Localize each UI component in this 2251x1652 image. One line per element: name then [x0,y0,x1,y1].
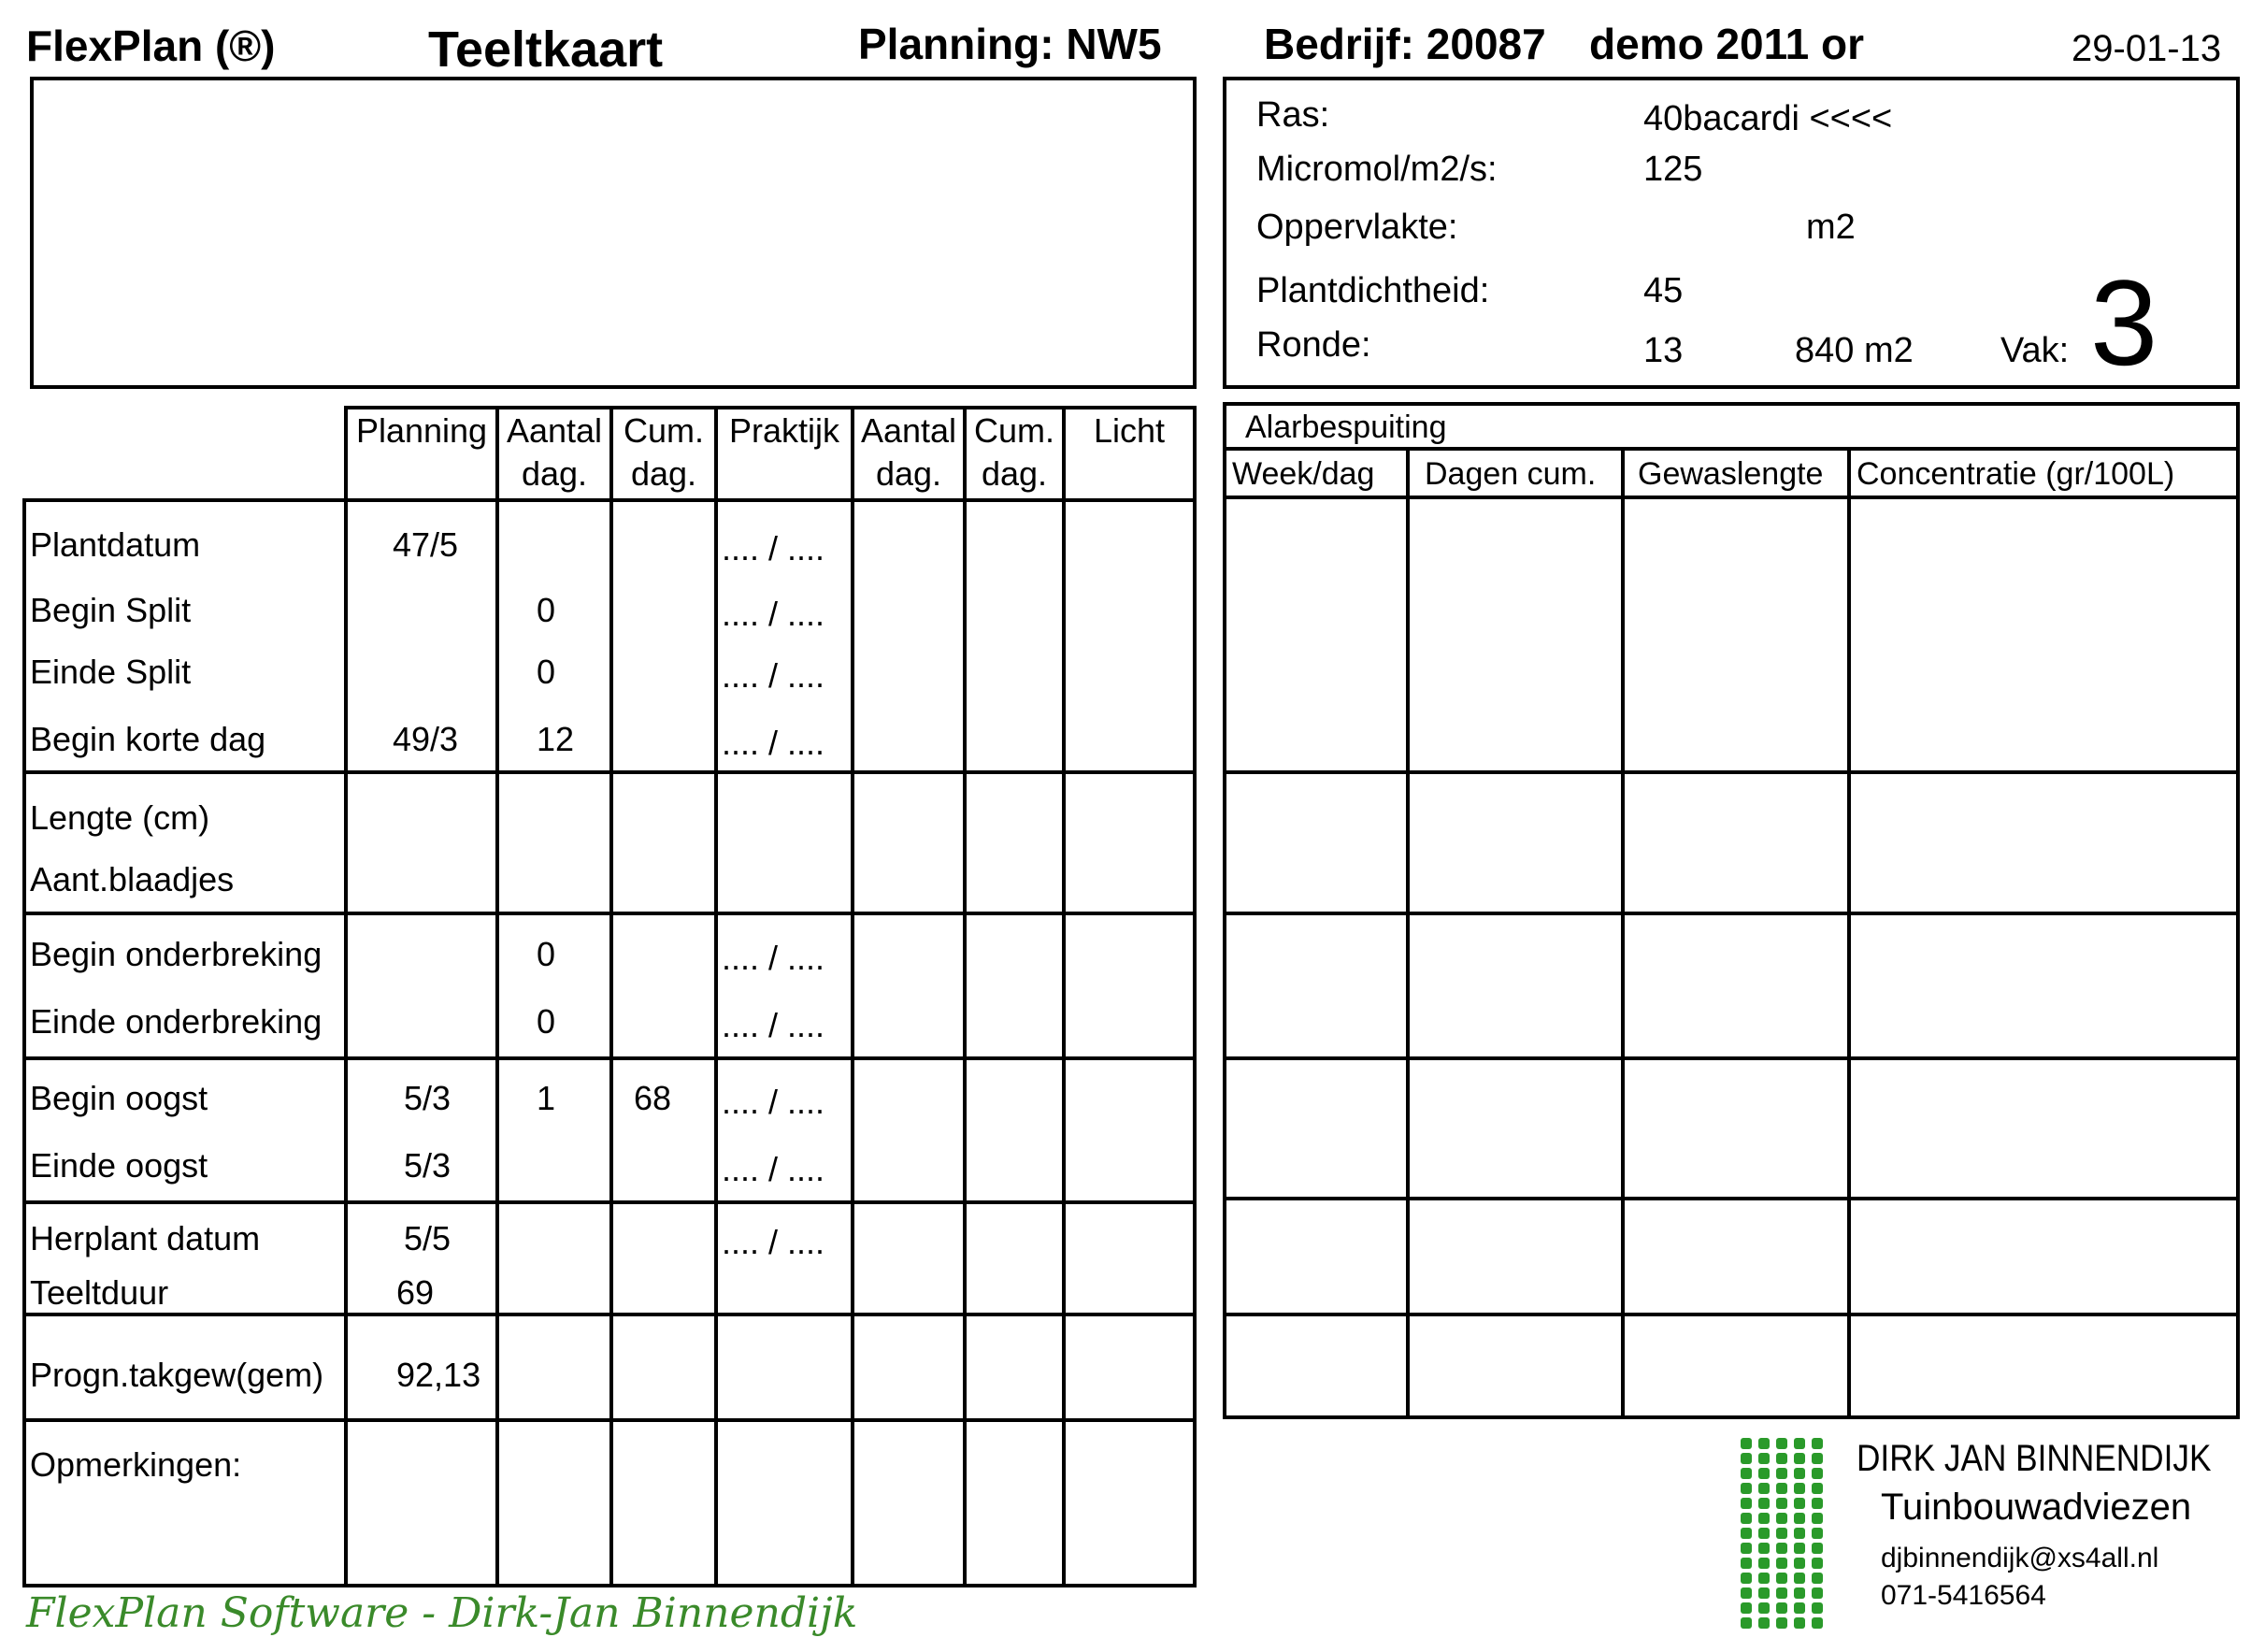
plantdatum-praktijk[interactable]: .... / .... [722,529,825,567]
ronde-area: 840 m2 [1795,331,1914,370]
logo-dot [1758,1573,1770,1584]
micromol-label: Micromol/m2/s: [1256,150,1498,189]
logo-dot [1776,1602,1787,1614]
col-aantal1-a: Aantal [506,411,603,450]
logo-dot [1776,1483,1787,1494]
logo-dot [1758,1587,1770,1599]
logo-dot [1741,1587,1752,1599]
row-opmerkingen-label: Opmerkingen: [30,1445,242,1484]
logo-dot [1758,1513,1770,1524]
logo-dot [1758,1453,1770,1464]
alarm-col-week: Week/dag [1232,456,1375,492]
einde-oogst-praktijk[interactable]: .... / .... [722,1150,825,1188]
row-einde-oogst-label: Einde oogst [30,1146,208,1185]
col-licht: Licht [1093,411,1166,450]
korte-dag-praktijk[interactable]: .... / .... [722,724,825,762]
herplant-planning: 5/5 [404,1219,452,1257]
ras-label: Ras: [1256,95,1330,135]
logo-dot [1794,1483,1805,1494]
begin-onderbreking-aantal: 0 [537,935,556,973]
logo-dot [1758,1558,1770,1569]
company-email[interactable]: djbinnendijk@xs4all.nl [1881,1543,2159,1573]
company-name: DIRK JAN BINNENDIJK [1857,1438,2212,1479]
row-teeltduur-label: Teeltduur [30,1273,169,1312]
logo-dot [1776,1617,1787,1629]
notes-box [30,77,1197,389]
takgew-planning: 92,13 [396,1356,481,1394]
einde-split-praktijk[interactable]: .... / .... [722,656,825,695]
logo-dot [1758,1602,1770,1614]
logo-dot [1794,1453,1805,1464]
col-aantal1-b: dag. [521,454,588,493]
plantdichtheid-value: 45 [1643,271,1684,310]
begin-oogst-praktijk[interactable]: .... / .... [722,1083,825,1121]
row-herplant-label: Herplant datum [30,1219,261,1257]
logo-dot [1758,1483,1770,1494]
logo-dot [1741,1438,1752,1449]
logo-dot [1812,1587,1823,1599]
ronde-label: Ronde: [1256,325,1371,365]
logo-dot [1758,1498,1770,1509]
logo-dot [1794,1498,1805,1509]
oppervlakte-unit: m2 [1806,208,1856,247]
begin-onderbreking-praktijk[interactable]: .... / .... [722,939,825,977]
logo-dot [1794,1543,1805,1554]
vak-number: 3 [2090,254,2158,391]
logo-dot [1776,1558,1787,1569]
row-begin-split-label: Begin Split [30,591,192,629]
row-plantdatum-label: Plantdatum [30,525,201,564]
col-aantal2-b: dag. [875,454,942,493]
micromol-value: 125 [1643,150,1703,189]
logo-dot [1776,1513,1787,1524]
logo-dot [1776,1587,1787,1599]
logo-dot [1776,1438,1787,1449]
logo-dot [1776,1528,1787,1539]
logo-dot [1758,1528,1770,1539]
col-cum2-b: dag. [981,454,1048,493]
company-phone: 071-5416564 [1881,1580,2046,1611]
alarm-col-conc: Concentratie (gr/100L) [1857,456,2175,492]
logo-dot [1794,1528,1805,1539]
plantdichtheid-label: Plantdichtheid: [1256,271,1490,310]
software-signature: FlexPlan Software - Dirk-Jan Binnendijk [26,1589,858,1637]
logo-dot [1776,1468,1787,1479]
row-einde-split-label: Einde Split [30,653,192,691]
logo-dot [1812,1617,1823,1629]
row-takgew-label: Progn.takgew(gem) [30,1356,324,1394]
logo-dot [1812,1498,1823,1509]
teeltduur-planning: 69 [396,1273,435,1312]
logo-dot [1741,1543,1752,1554]
planning-code: Planning: NW5 [858,20,1162,68]
logo-dot [1794,1513,1805,1524]
logo-dot [1741,1513,1752,1524]
logo-dot [1776,1573,1787,1584]
logo-dot [1758,1617,1770,1629]
logo-dot [1776,1543,1787,1554]
ras-value: 40bacardi <<<< [1643,99,1893,138]
row-einde-onderbreking-label: Einde onderbreking [30,1002,323,1041]
einde-oogst-planning: 5/3 [404,1146,452,1185]
page-title: Teeltkaart [428,22,664,78]
logo-dot [1794,1617,1805,1629]
bedrijf-name: demo 2011 or [1589,20,1865,68]
plantdatum-planning: 47/5 [393,525,459,564]
logo-dot [1741,1602,1752,1614]
oppervlakte-label: Oppervlakte: [1256,208,1458,247]
logo-dot [1758,1468,1770,1479]
col-planning: Planning [355,411,488,450]
logo-dot [1794,1587,1805,1599]
logo-dot [1758,1438,1770,1449]
ronde-value: 13 [1643,331,1684,370]
col-cum1-a: Cum. [623,411,704,450]
logo-dot [1812,1513,1823,1524]
begin-oogst-cum: 68 [634,1079,672,1117]
vak-label: Vak: [2000,331,2070,370]
einde-onderbreking-aantal: 0 [537,1002,556,1041]
col-aantal2-a: Aantal [860,411,957,450]
einde-split-aantal: 0 [537,653,556,691]
row-lengte-label: Lengte (cm) [30,798,210,837]
col-cum2-a: Cum. [973,411,1054,450]
company-logo-icon [1741,1438,1828,1634]
logo-dot [1741,1573,1752,1584]
begin-oogst-planning: 5/3 [404,1079,452,1117]
herplant-praktijk[interactable]: .... / .... [722,1223,825,1261]
logo-dot [1794,1468,1805,1479]
alarm-col-dagen: Dagen cum. [1425,456,1597,492]
logo-dot [1812,1528,1823,1539]
row-begin-oogst-label: Begin oogst [30,1079,208,1117]
logo-dot [1741,1617,1752,1629]
logo-dot [1812,1453,1823,1464]
company-subtitle: Tuinbouwadviezen [1881,1487,2192,1528]
alarm-col-gewas: Gewaslengte [1638,456,1824,492]
logo-dot [1794,1558,1805,1569]
logo-dot [1741,1483,1752,1494]
logo-dot [1812,1438,1823,1449]
begin-split-aantal: 0 [537,591,556,629]
print-date: 29-01-13 [2072,28,2222,69]
logo-dot [1812,1543,1823,1554]
logo-dot [1794,1602,1805,1614]
begin-split-praktijk[interactable]: .... / .... [722,595,825,633]
logo-dot [1776,1453,1787,1464]
logo-dot [1758,1543,1770,1554]
logo-dot [1812,1573,1823,1584]
row-blaadjes-label: Aant.blaadjes [30,860,235,898]
app-name: FlexPlan (®) [26,22,276,70]
logo-dot [1741,1498,1752,1509]
korte-dag-aantal: 12 [537,720,575,758]
row-korte-dag-label: Begin korte dag [30,720,266,758]
logo-dot [1812,1558,1823,1569]
logo-dot [1794,1438,1805,1449]
logo-dot [1741,1468,1752,1479]
logo-dot [1741,1558,1752,1569]
bedrijf-number: Bedrijf: 20087 [1264,20,1546,68]
logo-dot [1741,1528,1752,1539]
row-begin-onderbreking-label: Begin onderbreking [30,935,323,973]
logo-dot [1812,1483,1823,1494]
col-cum1-b: dag. [630,454,697,493]
logo-dot [1741,1453,1752,1464]
logo-dot [1812,1602,1823,1614]
logo-dot [1794,1573,1805,1584]
alarm-title: Alarbespuiting [1245,409,1447,445]
korte-dag-planning: 49/3 [393,720,459,758]
einde-onderbreking-praktijk[interactable]: .... / .... [722,1006,825,1044]
logo-dot [1776,1498,1787,1509]
begin-oogst-aantal: 1 [537,1079,556,1117]
logo-dot [1812,1468,1823,1479]
col-praktijk: Praktijk [728,411,840,450]
